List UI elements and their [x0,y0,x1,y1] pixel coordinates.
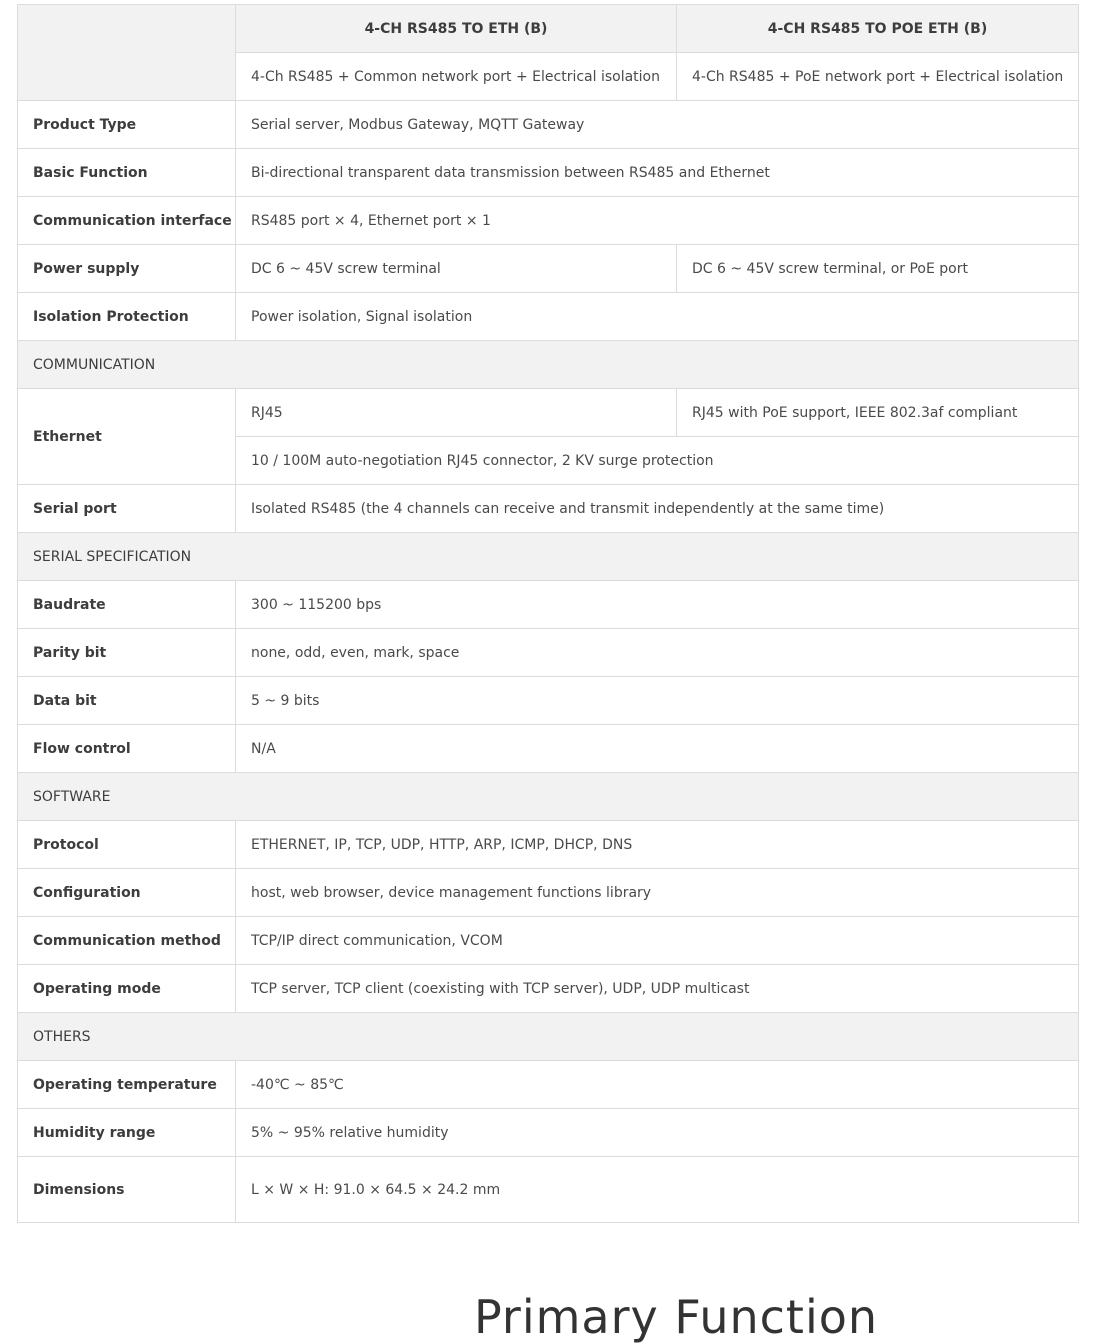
table-row [18,917,1079,965]
row-value: RS485 port × 4, Ethernet port × 1 [236,197,1079,245]
table-row [18,197,1079,245]
section-row-communication [18,341,1079,389]
row-label: Product Type [18,101,236,149]
table-row [18,581,1079,629]
row-value: L × W × H: 91.0 × 64.5 × 24.2 mm [236,1157,1079,1223]
table-row [18,821,1079,869]
row-value: 10 / 100M auto-negotiation RJ45 connector, 2 KV surge protection [236,437,1079,485]
section-title: OTHERS [18,1013,1079,1061]
row-label: Communication interface [18,197,236,245]
row-label: Baudrate [18,581,236,629]
section-row-software [18,773,1079,821]
row-label: Flow control [18,725,236,773]
row-label: Operating mode [18,965,236,1013]
row-value: host, web browser, device management functions library [236,869,1079,917]
table-row [18,1061,1079,1109]
row-label: Isolation Protection [18,293,236,341]
header-col-poe: 4-CH RS485 TO POE ETH (B) [677,5,1079,53]
table-row [18,1157,1079,1223]
table-row [18,1109,1079,1157]
section-row-others [18,1013,1079,1061]
row-label: Dimensions [18,1157,236,1223]
row-value: Serial server, Modbus Gateway, MQTT Gateway [236,101,1079,149]
row-value-poe: DC 6 ~ 45V screw terminal, or PoE port [677,245,1079,293]
table-row [18,965,1079,1013]
row-value: ETHERNET, IP, TCP, UDP, HTTP, ARP, ICMP, DHCP, DNS [236,821,1079,869]
table-row [18,869,1079,917]
row-value: Power isolation, Signal isolation [236,293,1079,341]
row-label: Power supply [18,245,236,293]
table-row [18,389,1079,437]
table-row [18,677,1079,725]
row-value-poe: RJ45 with PoE support, IEEE 802.3af compliant [677,389,1079,437]
row-value: 5% ~ 95% relative humidity [236,1109,1079,1157]
row-label: Basic Function [18,149,236,197]
row-value-b: DC 6 ~ 45V screw terminal [236,245,677,293]
row-value: 5 ~ 9 bits [236,677,1079,725]
spec-table [17,4,1079,1223]
row-label: Communication method [18,917,236,965]
row-value: -40℃ ~ 85℃ [236,1061,1079,1109]
table-row [18,725,1079,773]
section-heading-partial: Primary Function [474,1290,879,1344]
table-row [18,629,1079,677]
header-row [18,5,1079,53]
row-value: N/A [236,725,1079,773]
section-title: SOFTWARE [18,773,1079,821]
row-value-b: RJ45 [236,389,677,437]
row-value: Bi-directional transparent data transmission between RS485 and Ethernet [236,149,1079,197]
sub-b: 4-Ch RS485 + Common network port + Electrical isolation [236,53,677,101]
header-blank-cell [18,5,236,101]
table-row [18,149,1079,197]
section-title: SERIAL SPECIFICATION [18,533,1079,581]
section-row-serial-spec [18,533,1079,581]
row-label: Configuration [18,869,236,917]
row-value: Isolated RS485 (the 4 channels can receive and transmit independently at the same time) [236,485,1079,533]
row-label: Data bit [18,677,236,725]
table-row [18,293,1079,341]
table-row [18,485,1079,533]
row-value: TCP/IP direct communication, VCOM [236,917,1079,965]
row-value: none, odd, even, mark, space [236,629,1079,677]
table-row [18,101,1079,149]
header-col-b: 4-CH RS485 TO ETH (B) [236,5,677,53]
section-title: COMMUNICATION [18,341,1079,389]
row-label: Operating temperature [18,1061,236,1109]
row-label: Serial port [18,485,236,533]
sub-poe: 4-Ch RS485 + PoE network port + Electrical isolation [677,53,1079,101]
row-label: Parity bit [18,629,236,677]
row-label: Ethernet [18,389,236,485]
row-value: 300 ~ 115200 bps [236,581,1079,629]
table-row [18,245,1079,293]
row-label: Humidity range [18,1109,236,1157]
row-value: TCP server, TCP client (coexisting with TCP server), UDP, UDP multicast [236,965,1079,1013]
row-label: Protocol [18,821,236,869]
